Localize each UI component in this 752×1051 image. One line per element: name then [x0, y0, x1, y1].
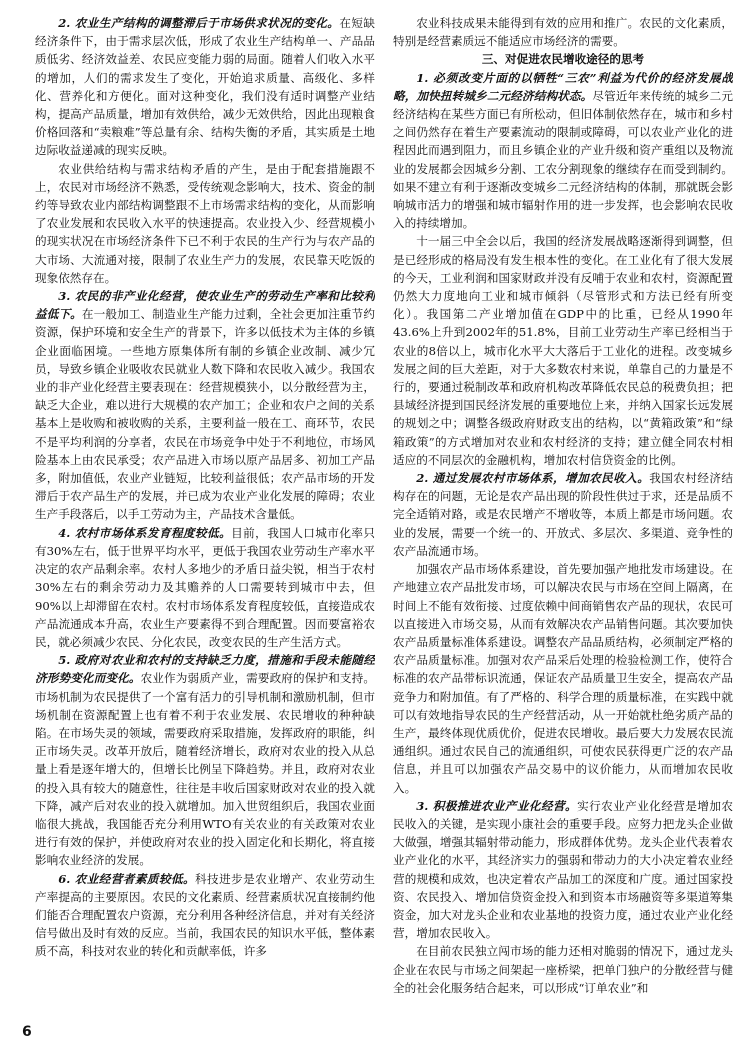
paragraph	[393, 232, 733, 469]
paragraph	[393, 14, 733, 50]
paragraph	[35, 870, 375, 961]
page-number: 6	[22, 1024, 32, 1040]
paragraph-text: 我国农村经济结构存在的问题，无论是农产品出现的阶段性供过于求，还是品质不完全适销对路，或是农民增产不增收等，本质上都是市场问题。农业的发展，需要一个统一的、开放式、多层次、多渠道、竞争性的农产品流通市场。	[393, 471, 733, 558]
paragraph-text: 在短缺经济条件下，由于需求层次低，形成了农业生产结构单一、产品品质低劣、经济效益差、农民应变能力弱的局面。随着人们收入水平的增加，人们的需求发生了变化，开始追求质量、高级化、多样化、营养化和方便化。面对这种变化，我们没有适时调整产业结构，提高产品质量，增加有效供给，减少无效供给，因此出现粮食价格回落和“卖粮难”等总量有余、结构失衡的矛盾，其实质是土地边际收益递减的现实反映。	[35, 16, 375, 158]
paragraph	[393, 469, 733, 560]
subheading: 5. 政府对农业和农村的支持缺乏力度，措施和手段未能随经济形势变化而变化。	[35, 653, 375, 686]
paragraph	[393, 942, 733, 997]
paragraph-text: 科技进步是农业增产、农业劳动生产率提高的主要原因。农民的文化素质、经营素质状况直接制约他们能否合理配置农户资源，充分利用各种经济信息，并对有关经济信号做出及时有效的反应。当前，我国农民的知识水平低，整体素质不高，科技对农业的转化和贡献率低，许多	[35, 871, 375, 959]
paragraph-text: 农业供给结构与需求结构矛盾的产生，是由于配套措施跟不上，农民对市场经济不熟悉，受传统观念影响大，技术、资金的制约等导致农业内部结构调整跟不上市场需求结构的变化，从而影响了农业发展和农民收入水平的快速提高。农业投入少、经营规模小的现实状况在市场经济条件下已不利于农民的生产行为与农产品的大市场、大流通对接，限制了农业生产力的发展，农民靠天吃饭的现象依然存在。	[35, 161, 375, 285]
subheading: 6. 农业经营者素质较低。	[58, 871, 196, 886]
paragraph	[393, 69, 733, 233]
paragraph-text: 在目前农民独立闯市场的能力还相对脆弱的情况下，通过龙头企业在农民与市场之间架起一座桥梁，把单门独户的分散经营与健全的社会化服务结合起来，可以形成“订单农业”和	[393, 944, 733, 995]
paragraph-text: 在一般加工、制造业生产能力过剩，全社会更加注重节约资源，保护环境和安全生产的背景下，许多以低技术为主体的乡镇企业面临困境。一些地方原集体所有制的乡镇企业改制、减少冗员，导致乡镇企业吸收农民就业人数下降和农民收入减少。我国农业的非产业化经营主要表现在：经营规模狭小，以分散经营为主，缺乏大企业，难以进行大规模的农产加工；企业和农户之间的关系基本上是收购和被收购的关系，主要利益一般在工、商环节，农民不是平均利润的分享者，农民在市场竞争中处于不利地位，市场风险基本上由农民承受；农产品进入市场以原产品居多、初加工产品多，附加值低，农业产业链短，比较利益很低；农产品市场的开发滞后于农产品生产的发展，并已成为农业产业化发展的障碍；农业生产手段落后，以手工劳动为主，产品技术含量低。	[35, 307, 375, 522]
right-column	[393, 14, 733, 1024]
paragraph	[393, 797, 733, 943]
subheading: 2. 农业生产结构的调整滞后于市场供求状况的变化。	[58, 16, 340, 30]
subheading: 1. 必须改变片面的以牺牲“三农”利益为代价的经济发展战略，加快扭转城乡二元经济结构状态。	[393, 70, 733, 103]
paragraph	[35, 524, 375, 651]
subheading: 4. 农村市场体系发育程度较低。	[58, 525, 232, 540]
paragraph	[35, 651, 375, 869]
paragraph-text: 农业科技成果未能得到有效的应用和推广。农民的文化素质，特别是经营素质远不能适应市场经济的需要。	[393, 16, 733, 49]
paragraph-text: 实行农业产业化经营是增加农民收入的关键，是实现小康社会的重要手段。应努力把龙头企业做大做强，增强其辐射带动能力，形成群体优势。龙头企业代表着农业产业化的水平，其经济实力的强弱和带动力的大小决定着农业经营的规模和成效，也决定着农产品加工的深度和广度。通过国家投资、农民投入、增加信贷资金投入和到资本市场融资等多渠道筹集资金，加大对龙头企业和农业基地的投资力度，通过农业产业化经营，增加农民收入。	[393, 798, 733, 941]
paragraph	[393, 560, 733, 797]
subheading: 3. 积极推进农业产业化经营。	[416, 798, 578, 813]
left-column	[35, 14, 375, 1024]
subheading: 2. 通过发展农村市场体系，增加农民收入。	[416, 471, 650, 486]
paragraph-text: 农业作为弱质产业，需要政府的保护和支持。市场机制为农民提供了一个富有活力的引导机制和激励机制，但市场机制在资源配置上也有着不利于农业发展、农民增收的种种缺陷。在市场失灵的领域，需要政府采取措施，发挥政府的职能，纠正市场失灵。改革开放后，随着经济增长，政府对农业的投入从总量上看是逐年增大的，但增长比例呈下降趋势。并且，政府对农业的投入具有较大的随意性，往往是丰收后国家财政对农业的投入就下降，减产后对农业的投入就增加。加入世贸组织后，我国农业面临很大挑战，我国能否充分利用WTO有关农业的有关政策对农业进行有效的保护，并使政府对农业的投入固定化和长期化，将直接影响农业经济的发展。	[35, 671, 375, 868]
subheading: 3. 农民的非产业化经营，使农业生产的劳动生产率和比较利益低下。	[35, 289, 375, 322]
paragraph-text: 目前，我国人口城市化率只有30%左右，低于世界平均水平，更低于我国农业劳动生产率水平决定的农产品剩余率。农村人多地少的矛盾日益尖锐，相当于农村30%左右的剩余劳动力及其赡养的人口需要转到城市中去，但90%以上却滞留在农村。农村市场体系发育程度较低，直接造成农产品流通成本升高，农业生产要素得不到合理配置。因而要富裕农民，就必须减少农民、分化农民，改变农民的生产生活方式。	[35, 525, 375, 649]
paragraph-text: 尽管近年来传统的城乡二元经济结构在某些方面已有所松动，但旧体制依然存在，城市和乡村之间仍然存在着生产要素流动的限制或障碍，可以农业产业化的进程因此而遇到阻力，而且乡镇企业的产业升级和资产重组以及物流业的发展都会因城乡分割、工农分割现象的继续存在而受到制约。如果不建立有利于逐渐改变城乡二元经济结构的体制，那就既会影响城市活力的增强和城市辐射作用的进一步发挥，也会影响农民收入的持续增加。	[393, 88, 733, 231]
paragraph	[35, 160, 375, 287]
paragraph	[35, 14, 375, 160]
section-heading: 三、对促进农民增收途径的思考	[481, 52, 645, 67]
paragraph	[35, 287, 375, 524]
paragraph-text: 加强农产品市场体系建设，首先要加强产地批发市场建设。在产地建立农产品批发市场，可以解决农民与市场在空间上隔离，在时间上不能有效衔接、过度依赖中间商销售农产品的现状，农民可以直接进入市场交易，从而有效解决农产品销售问题。其次要加快农产品质量标准体系建设。调整农产品品质结构，必须制定严格的农产品质量标准。加强对农产品采后处理的检验检测工作，使符合标准的农产品带标识流通，保证农产品质量卫生安全，提高农产品竞争力和附加值。有了严格的、科学合理的质量标准，在实践中就可以有效地指导农民的生产经营活动，从一开始就杜绝劣质产品的生产，最终体现优质优价，促进农民增收。最后要大力发展农民流通组织。通过农民自己的流通组织，可使农民获得更广泛的农产品信息，并且可以加强农产品交易中的议价能力，从而增加农民收入。	[393, 562, 733, 795]
paragraph-text: 十一届三中全会以后，我国的经济发展战略逐渐得到调整，但是已经形成的格局没有发生根本性的变化。在工业化有了很大发展的今天，工业利润和国家财政并没有反哺于农业和农村，资源配置仍然大力度地向工业和城市倾斜（尽管形式和方法已经有所变化）。我国第二产业增加值在GDP中的比重，已经从1990年43.6%上升到2002年的51.8%，目前工业劳动生产率已经相当于农业的8倍以上，城市化水平大大落后于工业化的进程。改变城乡发展之间的巨大差距，对于大多数农村来说，单靠自己的力量是不行的，要通过税制改革和政府机构改革降低农民总的税费负担；把县域经济提到国民经济发展的重要地位上来，并纳入国家长远发展的规划之中；调整各级政府财政支出的结构，以“黄箱政策”和“绿箱政策”的方式增加对农业和农村经济的支持；建立健全同农村相适应的不同层次的金融机构，增加农村信贷资金的比例。	[393, 234, 733, 467]
